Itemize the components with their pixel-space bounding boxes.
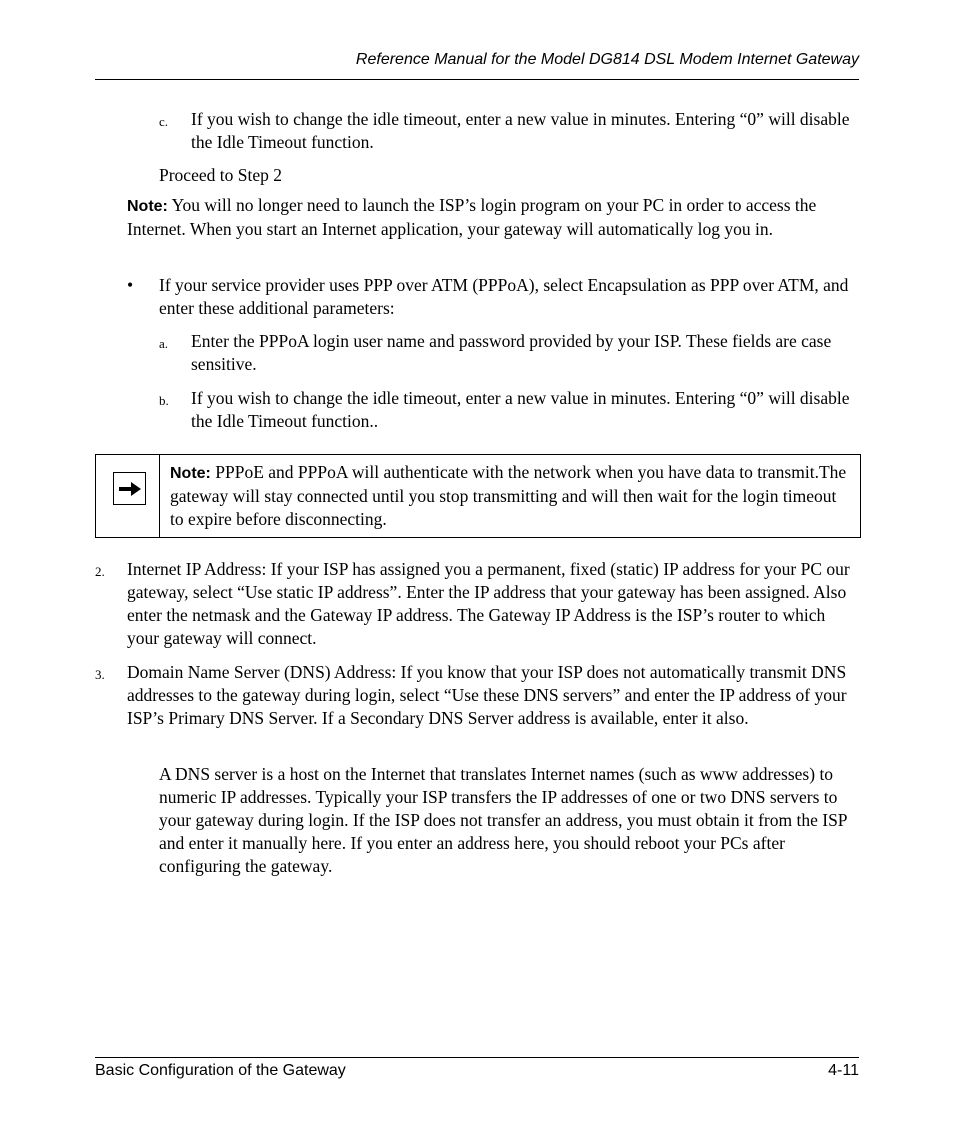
note-body: PPPoE and PPPoA will authenticate with the network when you have data to transmit.The gateway will stay connected until you stop transmitting and will then wait for the login timeout to expire before disconnecting. xyxy=(170,462,847,529)
list-item-text: If you wish to change the idle timeout, enter a new value in minutes. Entering “0” will disable the Idle Timeout function. xyxy=(191,109,850,152)
bullet-item-pppoa xyxy=(127,274,859,320)
arrow-right-icon xyxy=(113,472,146,505)
note-box-divider xyxy=(159,455,160,537)
list-item-c xyxy=(159,108,859,154)
dns-paragraph: A DNS server is a host on the Internet that translates Internet names (such as www addresses) to numeric IP addresses. Typically your ISP transfers the IP addresses of one or two DNS servers to your gateway during login. If the ISP does not transfer an address, you must obtain it from the ISP and enter it manually here. If you enter an address here, you should reboot your PCs after configuring the gateway. xyxy=(159,764,847,876)
list-item-text: Internet IP Address: If your ISP has assigned you a permanent, fixed (static) IP address for your PC our gateway, select “Use static IP address”. Enter the IP address that your gateway has been assigned. Also enter the netmask and the Gateway IP address. The Gateway IP Address is the ISP’s router to which your gateway will connect. xyxy=(127,559,850,648)
note-text: You will no longer need to launch the ISP’s login program on your PC in order to access the Internet. When you start an Internet application, your gateway will automatically log you in. xyxy=(127,195,817,239)
note-box xyxy=(95,454,861,538)
footer-rule xyxy=(95,1057,859,1058)
list-marker: b. xyxy=(159,393,169,408)
running-header: Reference Manual for the Model DG814 DSL Modem Internet Gateway xyxy=(355,51,859,68)
list-marker: a. xyxy=(159,336,169,351)
list-item-a xyxy=(159,330,859,376)
note-label: Note: xyxy=(170,465,211,482)
list-item-3 xyxy=(95,661,859,730)
list-item-b xyxy=(159,387,859,433)
list-marker: c. xyxy=(159,114,169,129)
footer-section-title: Basic Configuration of the Gateway xyxy=(95,1062,346,1079)
bullet-marker: • xyxy=(127,275,134,295)
list-item-text: Enter the PPPoA login user name and password provided by your ISP. These fields are case sensitive. xyxy=(191,331,832,374)
note-box-text xyxy=(170,461,854,531)
list-item-text: Domain Name Server (DNS) Address: If you know that your ISP does not automatically transmit DNS addresses to the gateway during login, select “Use these DNS servers” and enter the IP address of your ISP’s Primary DNS Server. If a Secondary DNS Server address is available, enter it also. xyxy=(127,662,847,728)
list-marker: 2. xyxy=(95,564,105,579)
note-label: Note: xyxy=(127,198,168,215)
list-item-text: If you wish to change the idle timeout, enter a new value in minutes. Entering “0” will disable the Idle Timeout function.. xyxy=(191,388,850,431)
header-rule xyxy=(95,79,859,80)
page-number: 4-11 xyxy=(828,1062,859,1079)
bullet-text: If your service provider uses PPP over ATM (PPPoA), select Encapsulation as PPP over ATM, and enter these additional parameters: xyxy=(159,275,849,318)
list-item-2 xyxy=(95,558,859,650)
note-paragraph xyxy=(127,194,859,241)
proceed-text: Proceed to Step 2 xyxy=(159,165,282,185)
list-marker: 3. xyxy=(95,667,105,682)
